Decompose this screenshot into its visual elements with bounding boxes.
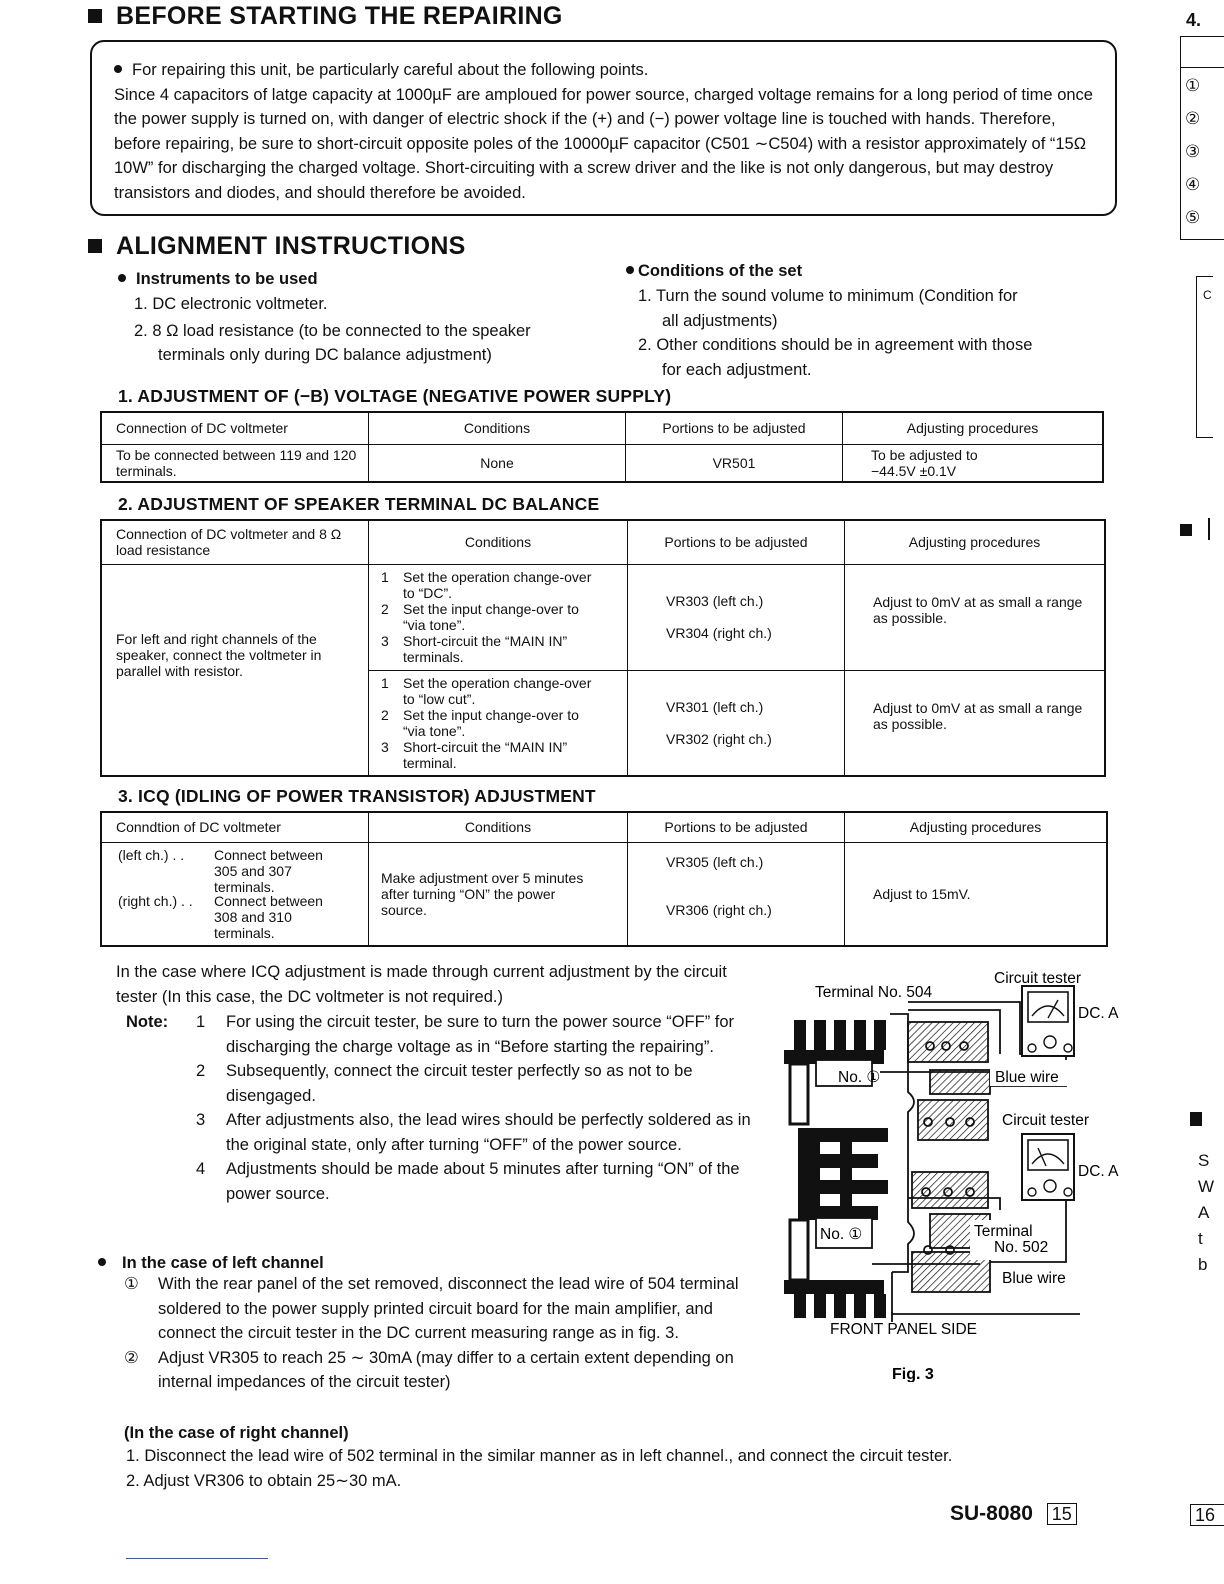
no1-bottom-label: No. ① <box>820 1226 863 1243</box>
terminal-502-label: No. 502 <box>994 1239 1049 1256</box>
warning-box <box>90 40 1117 216</box>
ch-label: (right ch.) . . <box>118 892 193 909</box>
note-num: 4 <box>196 1160 206 1178</box>
condition-item: all adjustments) <box>662 311 778 330</box>
table-header: Connection of DC voltmeter <box>101 412 369 444</box>
adjacent-bar <box>1208 518 1210 540</box>
instrument-item: 1. DC electronic voltmeter. <box>134 295 328 313</box>
adjacent-item: ⑤ <box>1185 208 1201 227</box>
warning-lead: For repairing this unit, be particularly careful about the following points. <box>132 61 649 79</box>
terminal-504-label: Terminal No. 504 <box>815 984 933 1001</box>
circuit-tester-top <box>1022 986 1074 1056</box>
terminal-label: Terminal <box>974 1223 1033 1240</box>
bullet-icon <box>114 65 122 73</box>
notes-block <box>126 1010 756 1206</box>
adjacent-letter: C <box>1203 288 1212 302</box>
bracket-bottom <box>1197 437 1213 438</box>
connection-text: For left and right channels of the speaker, connect the voltmeter in parallel with resistor. <box>116 630 322 679</box>
conditions-heading <box>626 262 802 281</box>
adjacent-square-icon-2 <box>1190 1112 1202 1126</box>
note-num: 2 <box>196 1062 206 1080</box>
adjacent-item: ④ <box>1185 175 1201 194</box>
warning-text <box>114 58 1099 205</box>
before-title: BEFORE STARTING THE REPAIRING <box>116 2 563 30</box>
section1-table <box>100 411 1104 483</box>
footer-model <box>950 1502 1077 1526</box>
left-channel-heading <box>98 1254 324 1273</box>
alignment-title: ALIGNMENT INSTRUCTIONS <box>116 232 466 260</box>
condition-text: Set the input change-over to “via tone”. <box>403 706 579 739</box>
model-number: SU-8080 <box>950 1502 1033 1525</box>
step-num: ① <box>124 1275 139 1293</box>
fig-caption: Fig. 3 <box>892 1366 934 1382</box>
table-cell <box>845 670 1106 776</box>
right-channel-steps <box>126 1444 1086 1493</box>
condition-num: 1 <box>381 569 389 585</box>
adjacent-letter: b <box>1198 1255 1208 1274</box>
ch-label: (left ch.) . . <box>118 846 185 863</box>
square-bullet-icon <box>88 239 102 253</box>
condition-text: Set the operation change-over to “low cut”. <box>403 674 592 707</box>
condition-num: 3 <box>381 633 389 649</box>
step-item <box>124 1272 760 1346</box>
no1-top-label: No. ① <box>838 1069 881 1086</box>
table-header: Adjusting procedures <box>845 812 1108 842</box>
condition-num: 2 <box>381 706 389 723</box>
table-cell: None <box>369 444 626 482</box>
adjacent-list <box>1185 69 1200 234</box>
adjacent-box <box>1180 36 1224 240</box>
tester-top-label: Circuit tester <box>994 970 1081 987</box>
procedure-text: Adjust to 0mV at as small a range as possible. <box>873 594 1083 626</box>
heat-sink-middle <box>798 1128 888 1220</box>
portion-left: VR303 (left ch.) <box>666 593 764 609</box>
portion-left: VR301 (left ch.) <box>666 698 764 715</box>
section3-table <box>100 811 1108 947</box>
conditions-title: Conditions of the set <box>638 262 803 280</box>
conditions-list <box>638 284 1032 382</box>
fig3-diagram <box>780 962 1140 1382</box>
table-header: Adjusting procedures <box>845 520 1106 564</box>
note-text: For using the circuit tester, be sure to turn the power source “OFF” for discharging the charge voltage as in “Before starting the repairing”. <box>226 1013 735 1056</box>
table-cell: VR501 <box>626 444 843 482</box>
section2-title: 2. ADJUSTMENT OF SPEAKER TERMINAL DC BALANCE <box>118 494 600 514</box>
right-ch-line <box>118 893 368 941</box>
note-item <box>126 1108 756 1157</box>
circuit-tester-middle <box>1022 1134 1074 1200</box>
note-item <box>126 1010 756 1059</box>
condition-text: Short-circuit the “MAIN IN” terminals. <box>403 633 568 665</box>
portion-right: VR306 (right ch.) <box>666 901 772 918</box>
table-header: Adjusting procedures <box>843 412 1104 444</box>
table-cell <box>101 564 369 776</box>
condition-line <box>381 633 627 665</box>
condition-num: 2 <box>381 601 389 617</box>
table-cell <box>101 444 369 482</box>
right-channel-title: (In the case of right channel) <box>124 1424 349 1442</box>
note-num: 1 <box>196 1013 206 1031</box>
step-text: With the rear panel of the set removed, disconnect the lead wire of 504 terminal soldered to the power supply printed circuit board for the main amplifier, and connect the circuit tester in the DC current measuring range as in fig. 3. <box>158 1275 739 1342</box>
before-title-row <box>88 2 563 31</box>
adjacent-item: ③ <box>1185 142 1201 161</box>
portion-left: VR305 (left ch.) <box>666 853 764 870</box>
header-text: Connection of DC voltmeter and 8 Ω load resistance <box>116 526 342 559</box>
condition-line <box>381 601 627 633</box>
table-cell <box>369 670 628 776</box>
portion-right: VR304 (right ch.) <box>666 625 772 641</box>
table-cell <box>369 842 628 946</box>
tester-mid-label: Circuit tester <box>1002 1112 1089 1129</box>
instruments-title: Instruments to be used <box>136 270 318 288</box>
table-cell <box>628 670 845 776</box>
instruments-heading <box>118 270 318 289</box>
procedure-text: To be adjusted to −44.5V ±0.1V <box>871 446 978 479</box>
warning-body: Since 4 capacitors of latge capacity at 1000µF are amploued for power source, charged voltage remains for a long period of time once the power supply is turned on, with danger of electric shock if the (+) and (−) power voltage line is touched with hands. Therefore, before repairing, be sure to short-circuit opposite poles of the 10000µF capacitor (C501 ∼C504) with a resistor approximately of “15Ω 10W” for discharging the charged voltage. Short-circuiting with a screw driver and the like is not only dangerous, but may destroy transistors and diodes, and should therefore be avoided. <box>114 85 1093 202</box>
dca-mid-label: DC. A <box>1078 1163 1119 1180</box>
condition-text: Set the operation change-over to “DC”. <box>403 569 592 601</box>
table-header: Portions to be adjusted <box>628 812 845 842</box>
portion-right: VR302 (right ch.) <box>666 730 772 747</box>
connection-text: To be connected between 119 and 120 terminals. <box>116 446 357 479</box>
front-panel-label: FRONT PANEL SIDE <box>830 1321 977 1338</box>
instrument-item: 2. 8 Ω load resistance (to be connected to the speaker <box>134 321 531 340</box>
table-cell <box>843 444 1104 482</box>
ch-text: Connect between 308 and 310 terminals. <box>214 892 323 941</box>
instrument-item: terminals only during DC balance adjustment) <box>158 346 492 364</box>
note-item <box>126 1059 756 1108</box>
note-text: After adjustments also, the lead wires should be perfectly soldered as in the original state, only after turning “OFF” of the power source. <box>226 1111 751 1154</box>
note-num: 3 <box>196 1111 206 1129</box>
left-channel-steps <box>124 1272 760 1395</box>
condition-line <box>381 569 627 601</box>
adjacent-letters <box>1198 1148 1214 1278</box>
table-cell <box>628 564 845 670</box>
adjacent-bracket <box>1196 276 1217 438</box>
table-header: Portions to be adjusted <box>628 520 845 564</box>
ch-text: Connect between 305 and 307 terminals. <box>214 846 323 895</box>
footer-rule <box>126 1558 268 1559</box>
adjacent-letter: S <box>1198 1151 1210 1170</box>
section1-title: 1. ADJUSTMENT OF (−B) VOLTAGE (NEGATIVE POWER SUPPLY) <box>118 386 672 406</box>
condition-item: 1. Turn the sound volume to minimum (Condition for <box>638 287 1018 305</box>
table-header: Portions to be adjusted <box>626 412 843 444</box>
conditions-text: Make adjustment over 5 minutes after turning “ON” the power source. <box>381 869 584 918</box>
table-header: Conditions <box>369 812 628 842</box>
adjacent-item: ② <box>1185 109 1201 128</box>
square-bullet-icon <box>88 9 102 23</box>
condition-item: 2. Other conditions should be in agreement with those <box>638 336 1033 354</box>
adjacent-letter: W <box>1198 1177 1215 1196</box>
note-item <box>126 1157 756 1206</box>
bracket-top <box>1197 276 1213 277</box>
table-header <box>101 520 369 564</box>
procedure-text: Adjust to 0mV at as small a range as possible. <box>873 699 1083 732</box>
table-cell: Adjust to 15mV. <box>845 842 1108 946</box>
table-cell <box>845 564 1106 670</box>
condition-line <box>381 739 627 771</box>
condition-item: for each adjustment. <box>662 360 812 379</box>
next-page-number: 16 <box>1190 1504 1224 1526</box>
blue-wire-top-label: Blue wire <box>995 1069 1059 1086</box>
step-item: 1. Disconnect the lead wire of 502 terminal in the similar manner as in left channel., and connect the circuit tester. <box>126 1447 953 1465</box>
condition-line <box>381 707 627 739</box>
section3-title: 3. ICQ (IDLING OF POWER TRANSISTOR) ADJUSTMENT <box>118 786 596 806</box>
table-cell <box>369 564 628 670</box>
adjacent-rule <box>1181 67 1224 68</box>
circuit-intro: In the case where ICQ adjustment is made through current adjustment by the circuit tester (In this case, the DC voltmeter is not required.) <box>116 963 727 1006</box>
table-header: Conditions <box>369 412 626 444</box>
left-ch-line <box>118 847 368 895</box>
condition-text: Short-circuit the “MAIN IN” terminal. <box>403 738 568 771</box>
page-number: 15 <box>1047 1503 1077 1525</box>
table-header: Conndtion of DC voltmeter <box>101 812 369 842</box>
instruments-list <box>134 292 531 368</box>
step-item <box>124 1346 760 1395</box>
adjacent-section-num: 4. <box>1186 10 1202 30</box>
note-text: Subsequently, connect the circuit tester perfectly so as not to be disengaged. <box>226 1062 693 1105</box>
table-cell <box>628 842 845 946</box>
dca-top-label: DC. A <box>1078 1005 1119 1022</box>
blue-wire-bottom-label: Blue wire <box>1002 1270 1066 1287</box>
table-cell <box>101 842 369 946</box>
step-text: Adjust VR305 to reach 25 ∼ 30mA (may differ to a certain extent depending on internal impedances of the circuit tester) <box>158 1348 734 1391</box>
table-header: Conditions <box>369 520 628 564</box>
note-text: Adjustments should be made about 5 minutes after turning “ON” of the power source. <box>226 1160 740 1203</box>
adjacent-letter: t <box>1198 1229 1203 1248</box>
adjacent-square-icon <box>1180 524 1192 536</box>
note-label: Note: <box>126 1013 169 1031</box>
bullet-icon <box>118 274 126 282</box>
condition-text: Set the input change-over to “via tone”. <box>403 601 579 633</box>
step-item: 2. Adjust VR306 to obtain 25∼30 mA. <box>126 1471 402 1490</box>
condition-line <box>381 675 627 707</box>
left-channel-title: In the case of left channel <box>122 1254 324 1272</box>
alignment-title-row <box>88 232 466 261</box>
condition-num: 3 <box>381 738 389 755</box>
condition-num: 1 <box>381 674 389 691</box>
adjacent-item: ① <box>1185 76 1201 95</box>
bullet-icon <box>626 266 634 274</box>
step-num: ② <box>124 1348 139 1367</box>
adjacent-letter: A <box>1198 1203 1210 1222</box>
bullet-icon <box>98 1258 106 1266</box>
section2-table <box>100 519 1106 777</box>
